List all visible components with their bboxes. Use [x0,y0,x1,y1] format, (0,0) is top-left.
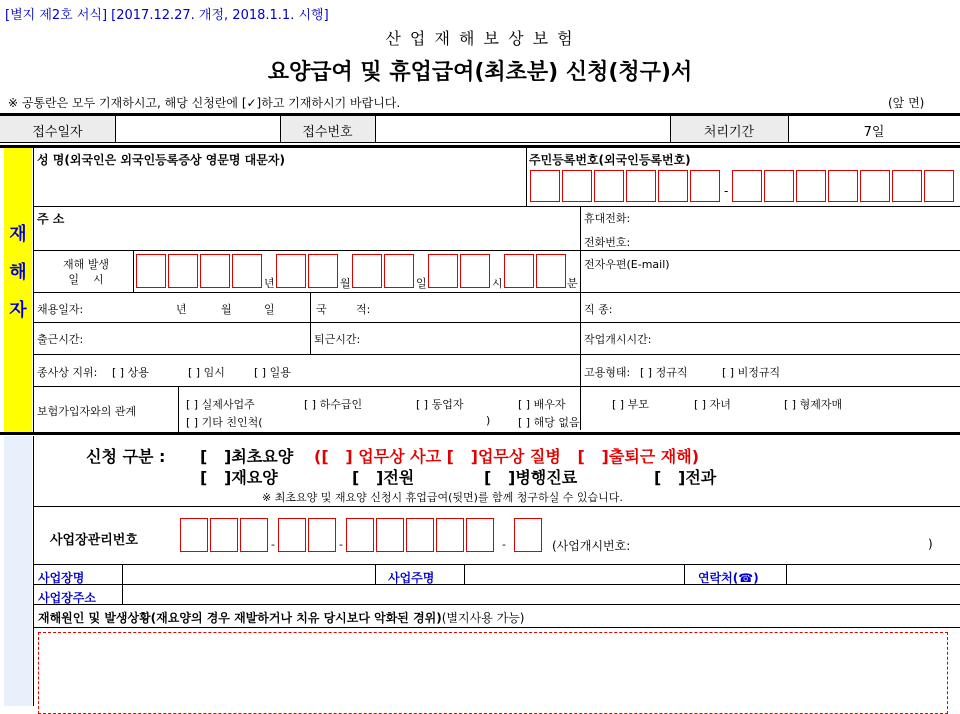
relation-option-subcontractor[interactable]: [ ] 하수급인 [304,398,363,411]
rrn-label: 주민등록번호(외국인등록번호) [529,153,691,167]
address-field[interactable] [36,226,578,248]
contact-label: 연락처(☎) [698,571,759,585]
receipt-number-field[interactable] [376,117,669,141]
form-info: [별지 제2호 서식] [2017.12.27. 개정, 2018.1.1. 시행] [5,8,329,23]
business-name-field[interactable] [124,565,374,583]
employment-label: 고용형태: [584,366,631,379]
email-label: 전자우편(E-mail) [584,258,670,271]
nationality-field[interactable] [372,295,578,319]
claim-note: ※ 최초요양 및 재요양 신청시 휴업급여(뒷면)를 함께 청구하실 수 있습니다. [262,491,623,504]
relation-option-partner[interactable]: [ ] 동업자 [416,398,464,411]
unit-day: 일 [416,277,427,290]
relation-option-parent[interactable]: [ ] 부모 [612,398,649,411]
business-address-label: 사업장주소 [38,591,96,605]
hire-label: 채용일자: [37,303,84,316]
mobile-label: 휴대전화: [584,212,631,225]
cause-textarea[interactable] [38,632,948,714]
accident-label-1: 재해 발생 [62,258,109,271]
receipt-date-label: 접수일자 [32,125,83,140]
business-address-field[interactable] [124,585,958,603]
claim-first-care[interactable]: [ ]최초요양 [200,447,294,466]
receipt-date-field[interactable] [116,117,279,141]
cause-note: (별지사용 가능) [441,611,525,625]
mobile-field[interactable] [640,207,958,227]
relation-label: 보험가입자와의 관계 [37,405,137,418]
relation-option-other-relative[interactable]: [ ] 기타 친인척( [186,416,263,429]
email-field[interactable] [584,272,958,290]
claim-transfer[interactable]: [ ]전원 [352,468,415,487]
mgmt-no-field[interactable] [180,518,546,552]
relation-option-child[interactable]: [ ] 자녀 [694,398,731,411]
claim-re-care[interactable]: [ ]재요양 [200,468,278,487]
job-label: 직 종: [584,303,613,316]
unit-month: 월 [340,277,351,290]
receipt-number-label: 접수번호 [302,125,353,140]
hire-unit-day: 일 [264,303,275,316]
mgmt-dash-1: - [271,538,275,551]
cause-label: 재해원인 및 발생상황(재요양의 경우 재발하거나 치유 당시보다 악화된 경위) [38,611,442,625]
org-title: 산 업 재 해 보 상 보 험 [385,29,575,48]
name-field[interactable] [36,166,524,204]
nationality-label-1: 국 [316,303,327,316]
hire-unit-month: 월 [221,303,232,316]
cause-label-row [38,609,524,626]
unit-minute: 분 [567,277,578,290]
claim-change[interactable]: [ ]전과 [654,468,717,487]
relation-option-sibling[interactable]: [ ] 형제자매 [784,398,843,411]
rrn-dash: - [724,184,729,198]
victim-side-label: 재 해 자 [9,224,27,321]
page-title: 요양급여 및 휴업급여(최초분) 신청(청구)서 [267,60,693,85]
claim-side-band [4,436,32,706]
unit-year: 년 [264,277,275,290]
mgmt-no-label: 사업장관리번호 [50,533,138,548]
start-no-label: (사업개시번호: [552,539,631,553]
start-no-field[interactable] [660,532,922,554]
unit-hour: 시 [492,277,503,290]
mgmt-dash-2: - [339,538,343,551]
claim-concurrent[interactable]: [ ]병행진료 [484,468,578,487]
period-value: 7일 [863,125,885,140]
accident-label-2: 일 시 [68,273,104,286]
relation-option-spouse[interactable]: [ ] 배우자 [518,398,566,411]
claim-first-care-options[interactable]: ([ ] 업무상 사고 [ ]업무상 질병 [ ]출퇴근 재해) [314,447,700,466]
instruction-note: ※ 공통란은 모두 기재하시고, 해당 신청란에 [✓]하고 기재하시기 바랍니다. [8,96,401,110]
hire-unit-year: 년 [176,303,187,316]
nationality-label-2: 적: [356,303,371,316]
name-label: 성 명(외국인은 외국인등록증상 영문명 대문자) [37,153,285,167]
position-option-daily[interactable]: [ ] 일용 [254,366,291,379]
position-option-regular[interactable]: [ ] 상용 [112,366,149,379]
phone-label: 전화번호: [584,236,631,249]
relation-option-none[interactable]: [ ] 해당 없음 [518,416,580,429]
page-side: (앞 면) [888,96,925,110]
owner-name-label: 사업주명 [388,571,435,585]
claim-type-label: 신청 구분 : [86,447,166,466]
business-name-label: 사업장명 [38,571,85,585]
position-option-temporary[interactable]: [ ] 임시 [188,366,225,379]
phone-field[interactable] [640,230,958,250]
address-label: 주 소 [37,212,65,226]
relation-option-owner[interactable]: [ ] 실제사업주 [186,398,255,411]
employment-option-regular[interactable]: [ ] 정규직 [640,366,688,379]
job-field[interactable] [620,295,958,319]
relation-other-close: ) [486,414,491,427]
period-label: 처리기간 [703,125,755,140]
rrn-field[interactable] [530,170,960,202]
commute-in-label: 출근시간: [37,333,84,346]
employment-option-nonregular[interactable]: [ ] 비정규직 [722,366,781,379]
work-start-label: 작업개시시간: [584,333,652,346]
accident-datetime-field[interactable] [136,254,576,288]
position-label: 종사상 지위: [37,366,98,379]
mgmt-dash-3: - [502,538,506,551]
start-no-close: ) [928,537,933,551]
contact-field[interactable] [788,565,958,583]
commute-out-label: 퇴근시간: [314,333,361,346]
owner-name-field[interactable] [466,565,682,583]
